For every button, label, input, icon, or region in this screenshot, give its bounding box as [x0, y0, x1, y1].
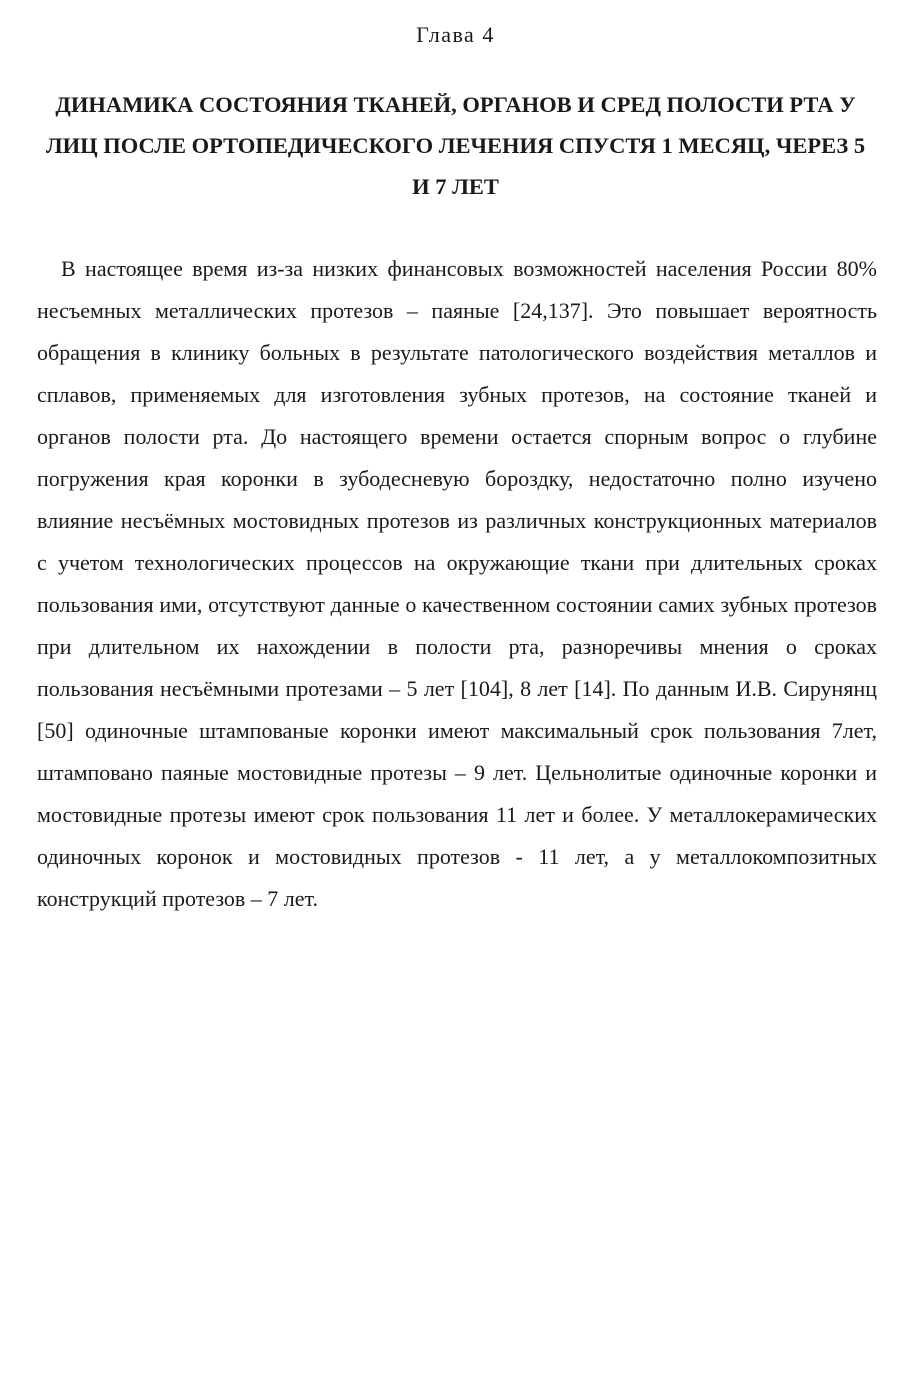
chapter-title: ДИНАМИКА СОСТОЯНИЯ ТКАНЕЙ, ОРГАНОВ И СРЕД ПОЛОСТИ РТА У ЛИЦ ПОСЛЕ ОРТОПЕДИЧЕСКОГО ЛЕЧЕНИЯ СПУСТЯ 1 МЕСЯЦ, ЧЕРЕЗ 5 И 7 ЛЕТ — [45, 92, 866, 199]
chapter-label: Глава 4 — [416, 22, 495, 47]
body-paragraph: В настоящее время из-за низких финансовых возможностей населения России 80% несъемных металлических протезов – паяные [24,137]. Это повышает вероятность обращения в клинику больных в результате патологического воздействия металлов и сплавов, применяемых для изготовления зубных протезов, на состояние тканей и органов полости рта. До настоящего времени остается спорным вопрос о глубине погружения края коронки в зубодесневую бороздку, недостаточно полно изучено влияние несъёмных мостовидных протезов из различных конструкционных материалов с учетом технологических процессов на окружающие ткани при длительных сроках пользования ими, отсутствуют данные о качественном состоянии самих зубных протезов при длительном их нахождении в полости рта, разноречивы мнения о сроках пользования несъёмными протезами – 5 лет [104], 8 лет [14]. По данным И.В. Сирунянц [50] одиночные штампованые коронки имеют максимальный срок пользования 7лет, штамповано паяные мостовидные протезы – 9 лет. Цельнолитые одиночные коронки и мостовидные протезы имеют срок пользования 11 лет и более. У металлокерамических одиночных коронок и мостовидных протезов - 11 лет, а у металлокомпозитных конструкций протезов – 7 лет. — [37, 256, 877, 911]
